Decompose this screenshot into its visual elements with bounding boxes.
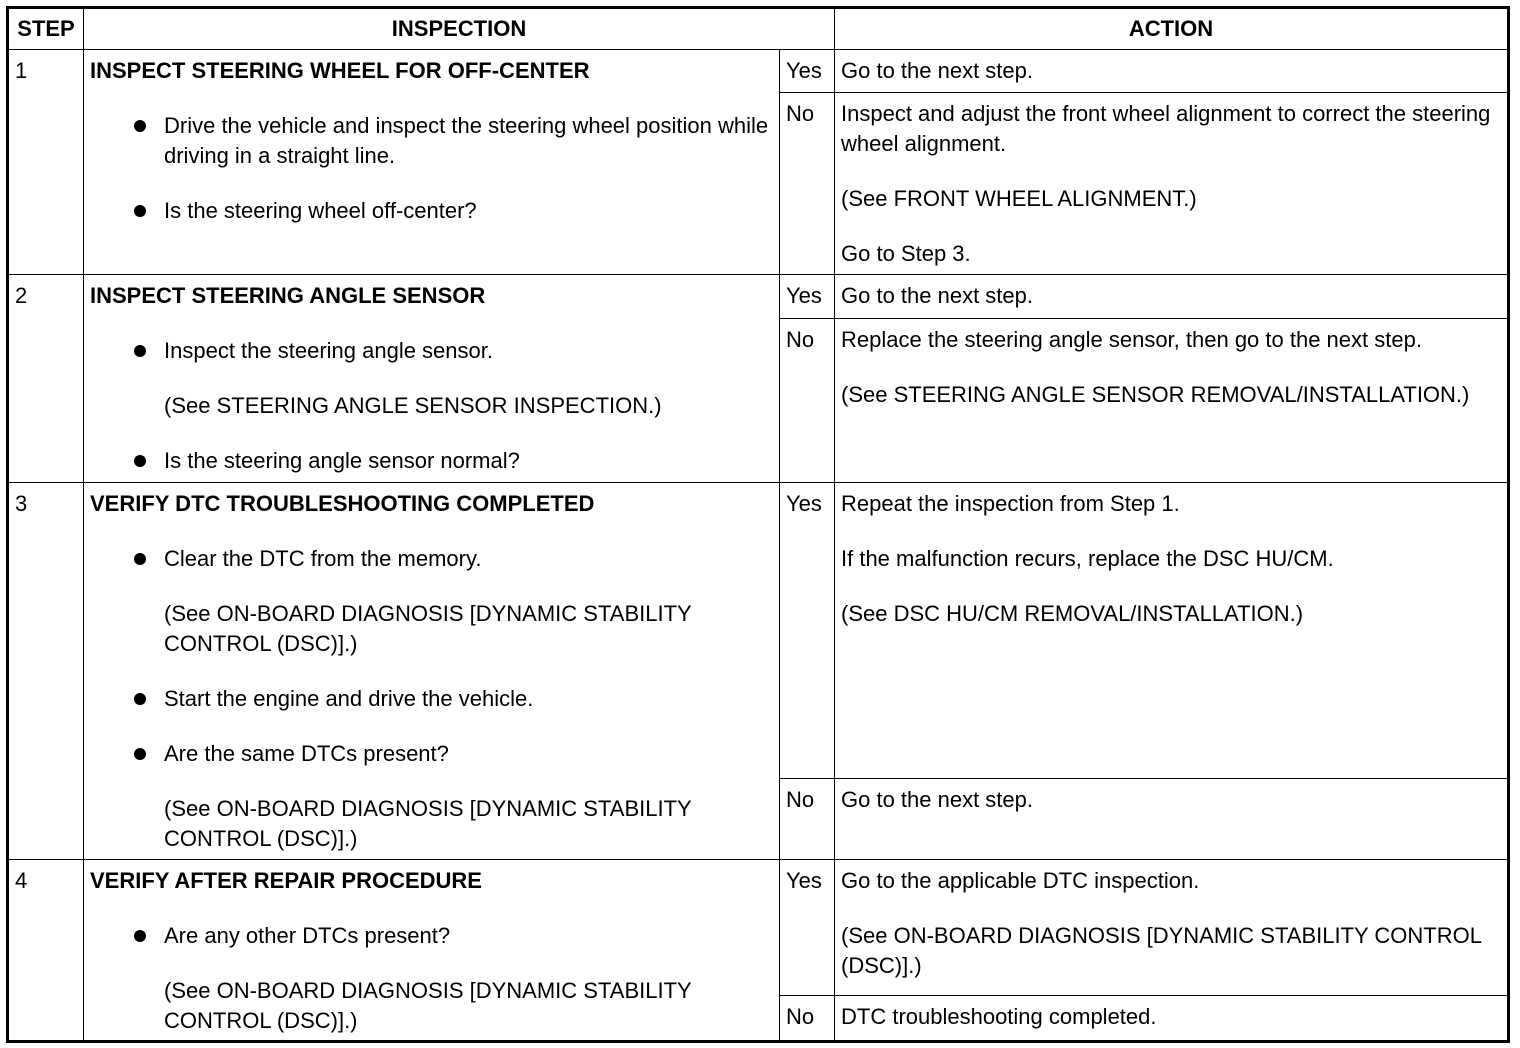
no-label: No — [780, 779, 835, 860]
step-4-yes-row — [8, 860, 1509, 996]
step-2-inspection — [84, 275, 780, 483]
step-title: INSPECT STEERING ANGLE SENSOR — [90, 283, 486, 308]
action-text: Go to the applicable DTC inspection. — [841, 868, 1200, 893]
bullet-icon — [134, 345, 146, 357]
no-action — [835, 779, 1509, 860]
step-4-inspection — [84, 860, 780, 1042]
yes-action — [835, 483, 1509, 779]
action-text: (See STEERING ANGLE SENSOR REMOVAL/INSTALLATION.) — [841, 382, 1470, 407]
inspection-header: INSPECTION — [84, 8, 835, 50]
inspection-item: Is the steering angle sensor normal? — [90, 446, 773, 476]
step-number: 2 — [8, 275, 84, 483]
no-action — [835, 319, 1509, 483]
bullet-icon — [134, 748, 146, 760]
yes-label: Yes — [780, 483, 835, 779]
step-2-yes-row — [8, 275, 1509, 319]
no-action — [835, 996, 1509, 1042]
bullet-icon — [134, 930, 146, 942]
step-1-yes-row — [8, 50, 1509, 93]
step-header: STEP — [8, 8, 84, 50]
yes-label: Yes — [780, 275, 835, 319]
step-3-inspection — [84, 483, 780, 860]
action-text: (See ON-BOARD DIAGNOSIS [DYNAMIC STABILITY CONTROL (DSC)].) — [841, 923, 1482, 978]
troubleshooting-table — [6, 6, 1510, 1043]
bullet-icon — [134, 205, 146, 217]
step-number: 3 — [8, 483, 84, 860]
step-1-inspection — [84, 50, 780, 275]
action-text: If the malfunction recurs, replace the DSC HU/CM. — [841, 546, 1334, 571]
action-text: (See DSC HU/CM REMOVAL/INSTALLATION.) — [841, 601, 1304, 626]
step-number: 4 — [8, 860, 84, 1042]
no-label: No — [780, 996, 835, 1042]
inspection-reference: (See STEERING ANGLE SENSOR INSPECTION.) — [164, 393, 662, 418]
bullet-icon — [134, 120, 146, 132]
bullet-icon — [134, 693, 146, 705]
inspection-reference: (See ON-BOARD DIAGNOSIS [DYNAMIC STABILITY CONTROL (DSC)].) — [164, 601, 692, 656]
no-label: No — [780, 319, 835, 483]
no-action — [835, 93, 1509, 275]
yes-action — [835, 860, 1509, 996]
inspection-item: Are any other DTCs present? — [90, 921, 773, 951]
inspection-item: Are the same DTCs present? — [90, 739, 773, 769]
header-row — [8, 8, 1509, 50]
action-text: (See FRONT WHEEL ALIGNMENT.) — [841, 186, 1197, 211]
action-text: DTC troubleshooting completed. — [841, 1004, 1157, 1029]
bullet-icon — [134, 553, 146, 565]
step-title: INSPECT STEERING WHEEL FOR OFF-CENTER — [90, 58, 590, 83]
step-title: VERIFY AFTER REPAIR PROCEDURE — [90, 868, 482, 893]
no-label: No — [780, 93, 835, 275]
action-text: Go to the next step. — [841, 787, 1034, 812]
action-text: Go to the next step. — [841, 58, 1034, 83]
action-text: Go to the next step. — [841, 283, 1034, 308]
action-header: ACTION — [835, 8, 1509, 50]
inspection-item: Is the steering wheel off-center? — [90, 196, 773, 226]
step-number: 1 — [8, 50, 84, 275]
yes-label: Yes — [780, 50, 835, 93]
action-text: Repeat the inspection from Step 1. — [841, 491, 1180, 516]
bullet-icon — [134, 455, 146, 467]
yes-action — [835, 50, 1509, 93]
action-text: Go to Step 3. — [841, 241, 971, 266]
action-text: Replace the steering angle sensor, then go to the next step. — [841, 327, 1422, 352]
inspection-item: Clear the DTC from the memory. — [90, 544, 773, 574]
action-text: Inspect and adjust the front wheel alignment to correct the steering wheel alignment. — [841, 101, 1491, 156]
inspection-item: Start the engine and drive the vehicle. — [90, 684, 773, 714]
inspection-item: Inspect the steering angle sensor. — [90, 336, 773, 366]
yes-action — [835, 275, 1509, 319]
step-title: VERIFY DTC TROUBLESHOOTING COMPLETED — [90, 491, 595, 516]
inspection-item: Drive the vehicle and inspect the steering wheel position while driving in a straight line. — [90, 111, 773, 171]
step-3-yes-row — [8, 483, 1509, 779]
inspection-reference: (See ON-BOARD DIAGNOSIS [DYNAMIC STABILITY CONTROL (DSC)].) — [164, 978, 692, 1033]
inspection-reference: (See ON-BOARD DIAGNOSIS [DYNAMIC STABILITY CONTROL (DSC)].) — [164, 796, 692, 851]
yes-label: Yes — [780, 860, 835, 996]
